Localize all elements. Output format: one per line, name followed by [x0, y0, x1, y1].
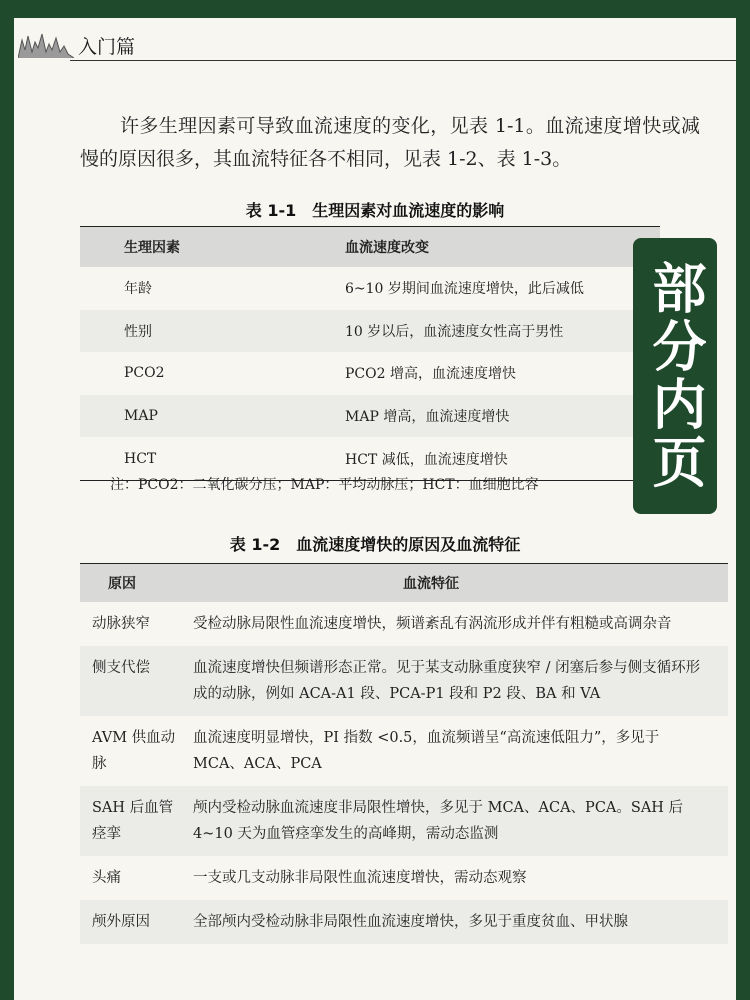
- table2-feature: 血流速度增快但频谱形态正常。见于某支动脉重度狭窄 / 闭塞后参与侧支循环形成的动脉，例如 ACA-A1 段、PCA-P1 段和 P2 段、BA 和 VA: [183, 646, 728, 716]
- header-rule: [70, 60, 736, 61]
- table1-factor: 年龄: [124, 281, 152, 298]
- table-row: [80, 646, 728, 716]
- table2-feature: 全部颅内受检动脉非局限性血流速度增快，多见于重度贫血、甲状腺: [183, 900, 728, 944]
- table2-cause: SAH 后血管痉挛: [80, 786, 183, 856]
- table-row: [80, 267, 660, 310]
- table1-factor: PCO2: [124, 365, 165, 382]
- table-row: [80, 856, 728, 900]
- table1-change: 10 岁以后，血流速度女性高于男性: [285, 310, 660, 353]
- table1-change: HCT 减低，血流速度增快: [285, 437, 660, 480]
- table2-header-feature: 血流特征: [183, 564, 728, 603]
- table1-title: 表 1-1 生理因素对血流速度的影响: [245, 201, 505, 220]
- table2-header-cause: 原因: [80, 564, 183, 603]
- table2: [80, 563, 728, 944]
- table2-feature: 受检动脉局限性血流速度增快，频谱紊乱有涡流形成并伴有粗糙或高调杂音: [193, 616, 672, 632]
- page-header: [14, 18, 736, 68]
- preview-badge: [633, 238, 717, 514]
- badge-text: 部分内页: [644, 260, 707, 492]
- table1-change: MAP 增高，血流速度增快: [285, 395, 660, 438]
- mountain-logo-icon: [18, 32, 74, 58]
- table2-cause: 动脉狭窄: [92, 616, 150, 632]
- table2-cause: 侧支代偿: [80, 646, 183, 716]
- table2-title: 表 1-2 血流速度增快的原因及血流特征: [229, 535, 521, 554]
- table-row: [80, 602, 728, 646]
- table-row: [80, 900, 728, 944]
- table1-header-factor: 生理因素: [80, 227, 285, 268]
- section-title: 入门篇: [78, 36, 136, 58]
- table1-note: 注：PCO2：二氧化碳分压；MAP：平均动脉压；HCT：血细胞比容: [110, 477, 539, 493]
- table2-cause: 头痛: [92, 870, 121, 886]
- table-row: [80, 310, 660, 353]
- table1: [80, 226, 660, 481]
- table2-feature: 一支或几支动脉非局限性血流速度增快，需动态观察: [193, 870, 527, 886]
- table-row: [80, 352, 660, 395]
- table-row: [80, 786, 728, 856]
- table-row: [80, 716, 728, 786]
- table1-change: PCO2 增高，血流速度增快: [345, 366, 516, 383]
- table-row: [80, 395, 660, 438]
- table1-header-change: 血流速度改变: [285, 227, 660, 268]
- table2-cause: AVM 供血动脉: [92, 730, 176, 772]
- table1-factor: HCT: [80, 437, 285, 480]
- table2-feature: 颅内受检动脉血流速度非局限性增快，多见于 MCA、ACA、PCA。SAH 后 4~10 天为血管痉挛发生的高峰期，需动态监测: [183, 786, 728, 856]
- book-page: [14, 18, 736, 1000]
- intro-paragraph: 许多生理因素可导致血流速度的变化，见表 1-1。血流速度增快或减慢的原因很多，其血流特征各不相同，见表 1-2、表 1-3。: [80, 115, 700, 170]
- table1-change: 6~10 岁期间血流速度增快，此后减低: [345, 281, 584, 298]
- table1-factor: MAP: [80, 395, 285, 438]
- table2-cause: 颅外原因: [80, 900, 183, 944]
- table1-factor: 性别: [80, 310, 285, 353]
- table2-feature: 血流速度明显增快，PI 指数 <0.5，血流频谱呈“高流速低阻力”，多见于 MCA、ACA、PCA: [193, 730, 660, 772]
